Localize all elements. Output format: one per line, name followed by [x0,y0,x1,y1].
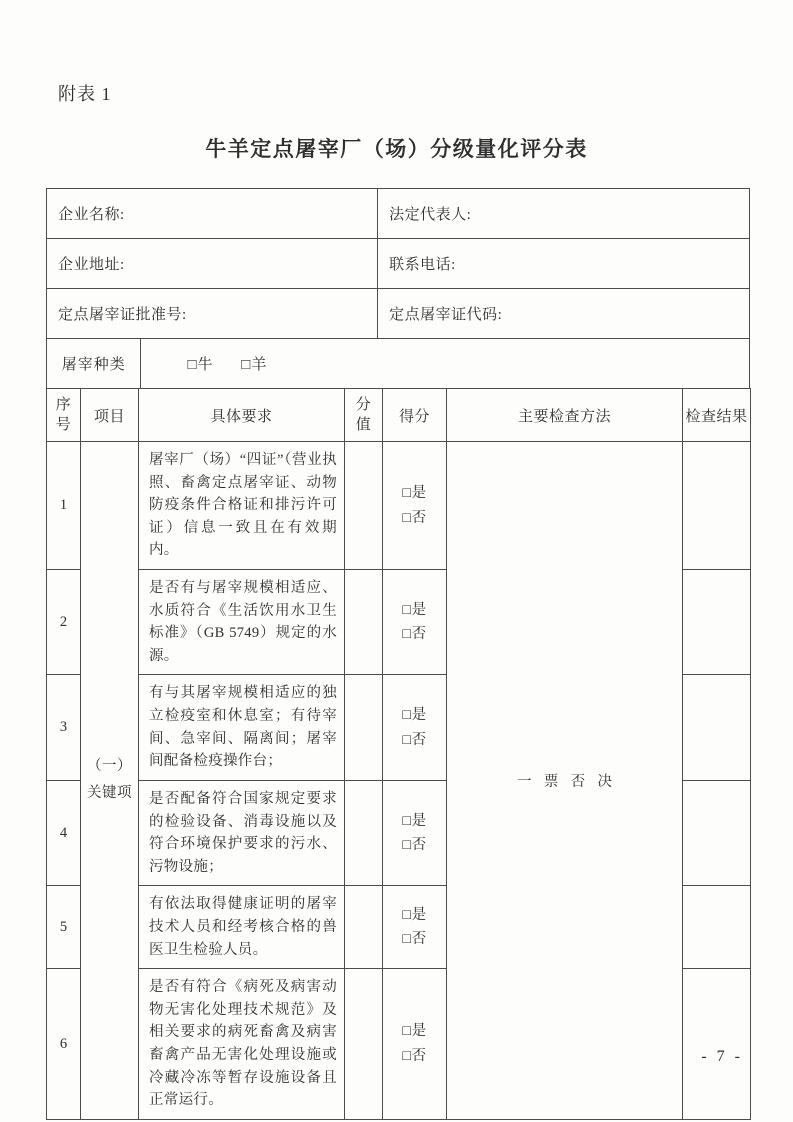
score-options [383,675,447,780]
header-no-label: 序号 [55,396,72,433]
result-cell [683,969,751,1120]
row-number: 1 [47,442,81,570]
requirement-text: 有与其屠宰规模相适应的独立检疫室和休息室；有待宰间、急宰间、隔离间；屠宰间配备检疫操作台； [139,675,345,780]
header-score: 得分 [383,389,447,442]
company-name-label: 企业名称: [47,189,378,239]
inspection-method-cell [447,442,683,1120]
points-cell [345,886,383,969]
row-number: 6 [47,969,81,1120]
table-row [47,339,750,389]
inspection-method-text: 一票否决 [517,773,625,790]
row-number: 5 [47,886,81,969]
header-item: 项目 [81,389,139,442]
header-result: 检查结果 [683,389,751,442]
category-cell [81,442,139,1120]
approval-number-label: 定点屠宰证批准号: [47,289,378,339]
score-no-checkbox: □否 [402,509,427,526]
sheep-checkbox: □羊 [241,357,268,373]
row-number: 4 [47,780,81,885]
requirement-text: 有依法取得健康证明的屠宰技术人员和经考核合格的兽医卫生检验人员。 [139,886,345,969]
company-address-label: 企业地址: [47,239,378,289]
header-method: 主要检查方法 [447,389,683,442]
requirement-text: 是否配备符合国家规定要求的检验设备、消毒设施以及符合环境保护要求的污水、污物设施； [139,780,345,885]
points-cell [345,570,383,675]
legal-representative-label: 法定代表人: [378,189,750,239]
result-cell [683,886,751,969]
row-number: 2 [47,570,81,675]
table-row [47,189,750,239]
contact-phone-label: 联系电话: [378,239,750,289]
score-yes-checkbox: □是 [402,1023,427,1040]
score-table-header-row [47,389,751,442]
score-options [383,886,447,969]
header-points-label: 分值 [355,396,372,433]
row-number: 3 [47,675,81,780]
score-no-checkbox: □否 [402,626,427,643]
score-no-checkbox: □否 [402,1048,427,1065]
score-options [383,780,447,885]
points-cell [345,969,383,1120]
header-requirement: 具体要求 [139,389,345,442]
score-no-checkbox: □否 [402,731,427,748]
score-yes-checkbox: □是 [402,484,427,501]
score-options [383,969,447,1120]
slaughter-type-label: 屠宰种类 [47,339,141,389]
score-yes-checkbox: □是 [402,812,427,829]
score-yes-checkbox: □是 [402,906,427,923]
requirement-text: 是否有符合《病死及病害动物无害化处理技术规范》及相关要求的病死畜禽及病害畜禽产品无害化处理设施或冷藏冷冻等暂存设施设备且正常运行。 [139,969,345,1120]
requirement-text: 屠宰厂（场）“四证”（营业执照、畜禽定点屠宰证、动物防疫条件合格证和排污许可证）信息一致且在有效期内。 [139,442,345,570]
header-points [345,389,383,442]
slaughter-type-options [141,339,750,389]
result-cell [683,442,751,570]
score-no-checkbox: □否 [402,931,427,948]
points-cell [345,780,383,885]
table-row [47,239,750,289]
page-title: 牛羊定点屠宰厂（场）分级量化评分表 [205,137,588,161]
category-line2: 关键项 [87,785,132,802]
result-cell [683,570,751,675]
table-row [47,442,751,570]
result-cell [683,780,751,885]
page-number: - 7 - [701,1048,743,1065]
points-cell [345,442,383,570]
cattle-checkbox: □牛 [187,357,214,373]
header-no [47,389,81,442]
score-yes-checkbox: □是 [402,707,427,724]
score-no-checkbox: □否 [402,837,427,854]
score-yes-checkbox: □是 [402,601,427,618]
form-tables [46,188,750,1120]
cert-code-label: 定点屠宰证代码: [378,289,750,339]
category-line1: （一） [87,757,132,774]
attachment-label: 附表 1 [58,84,112,104]
score-options [383,570,447,675]
slaughter-type-table [46,338,750,389]
points-cell [345,675,383,780]
requirement-text: 是否有与屠宰规模相适应、水质符合《生活饮用水卫生标准》（GB 5749）规定的水源。 [139,570,345,675]
enterprise-info-table [46,188,750,339]
score-table [46,388,751,1120]
result-cell [683,675,751,780]
score-options [383,442,447,570]
table-row [47,289,750,339]
